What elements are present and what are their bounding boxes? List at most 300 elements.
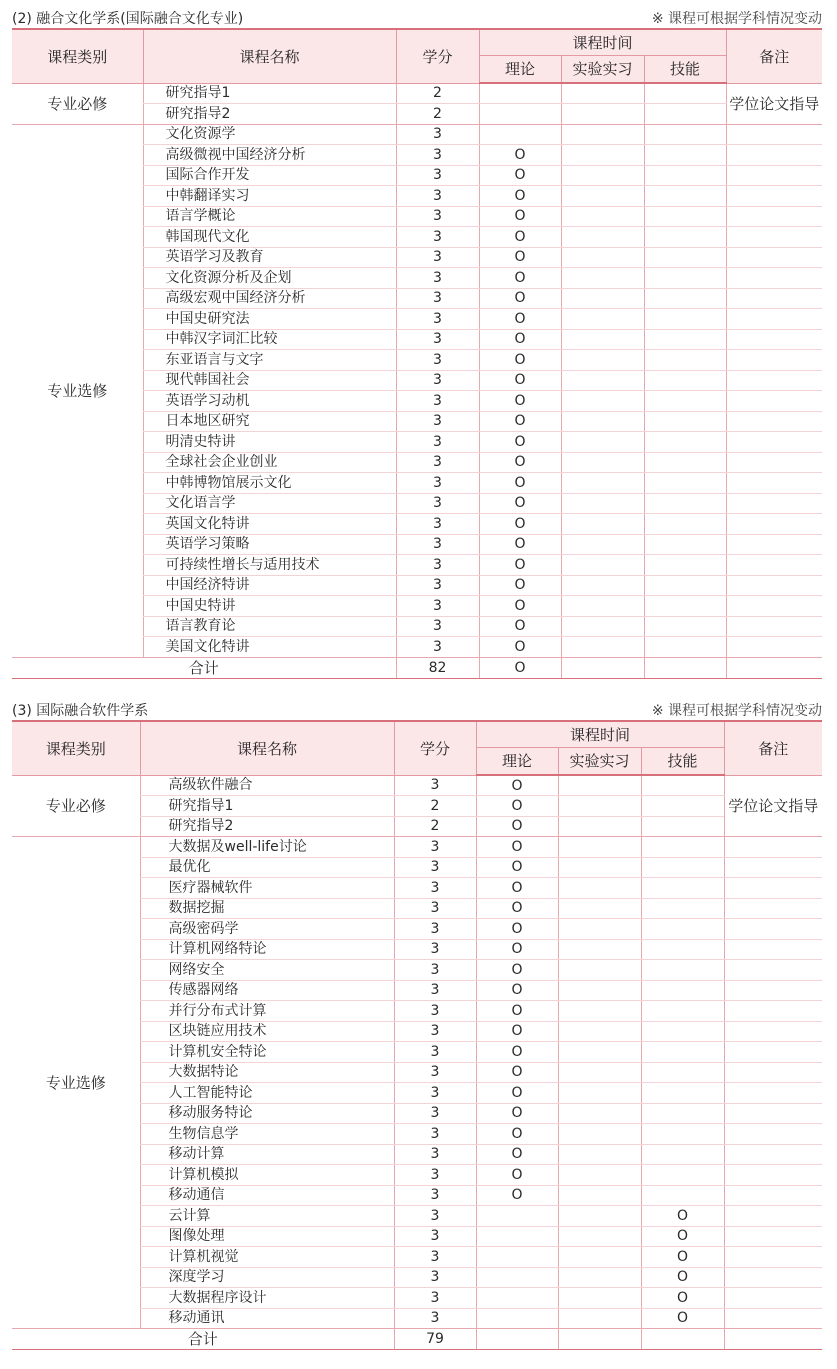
theory-mark [476, 1206, 558, 1227]
theory-mark: O [476, 775, 558, 796]
course-name: 高级宏观中国经济分析 [143, 288, 396, 309]
header-remark: 备注 [724, 721, 822, 775]
credit-value: 3 [394, 1124, 476, 1145]
theory-mark: O [476, 1001, 558, 1022]
lab-mark [558, 1267, 641, 1288]
skill-mark [641, 1103, 724, 1124]
course-name: 全球社会企业创业 [143, 452, 396, 473]
theory-mark: O [479, 329, 561, 350]
credit-value: 3 [394, 1144, 476, 1165]
skill-mark [641, 919, 724, 940]
remark-cell [726, 596, 822, 617]
remark-cell [724, 919, 822, 940]
credit-value: 3 [394, 837, 476, 858]
theory-mark: O [476, 1103, 558, 1124]
skill-mark: O [641, 1226, 724, 1247]
skill-mark [644, 288, 726, 309]
skill-mark [644, 616, 726, 637]
remark-cell [726, 555, 822, 576]
credit-value: 3 [394, 939, 476, 960]
course-name: 中国史特讲 [143, 596, 396, 617]
theory-mark: O [476, 1021, 558, 1042]
course-name: 现代韩国社会 [143, 370, 396, 391]
credit-value: 3 [394, 1267, 476, 1288]
credit-value: 3 [396, 555, 479, 576]
skill-mark [644, 411, 726, 432]
theory-mark: O [476, 816, 558, 837]
lab-mark [558, 1185, 641, 1206]
skill-mark [644, 227, 726, 248]
remark-cell [724, 837, 822, 858]
header-credit: 学分 [396, 29, 479, 83]
lab-mark [561, 473, 644, 494]
header-course-time: 课程时间 [476, 721, 724, 747]
theory-mark: O [479, 432, 561, 453]
skill-mark: O [641, 1267, 724, 1288]
course-name: 区块链应用技术 [140, 1021, 394, 1042]
course-name: 大数据程序设计 [140, 1288, 394, 1309]
total-credit: 82 [396, 657, 479, 678]
lab-mark [558, 816, 641, 837]
total-skill [641, 1329, 724, 1350]
credit-value: 3 [396, 534, 479, 555]
lab-mark [561, 83, 644, 104]
remark-cell [724, 898, 822, 919]
remark-cell [726, 637, 822, 658]
header-category: 课程类别 [12, 721, 140, 775]
table-row [12, 124, 822, 145]
credit-value: 3 [396, 350, 479, 371]
skill-mark [644, 473, 726, 494]
skill-mark [644, 350, 726, 371]
theory-mark [476, 1247, 558, 1268]
skill-mark [644, 186, 726, 207]
course-name: 网络安全 [140, 960, 394, 981]
skill-mark [644, 493, 726, 514]
course-name: 文化语言学 [143, 493, 396, 514]
table-row [12, 775, 822, 796]
remark-cell [726, 268, 822, 289]
lab-mark [558, 1083, 641, 1104]
credit-value: 3 [396, 309, 479, 330]
skill-mark [641, 1124, 724, 1145]
remark-cell [726, 432, 822, 453]
lab-mark [561, 186, 644, 207]
lab-mark [558, 857, 641, 878]
lab-mark [561, 124, 644, 145]
section-note: ※ 课程可根据学科情况变动 [651, 703, 822, 719]
credit-value: 3 [396, 432, 479, 453]
skill-mark: O [641, 1288, 724, 1309]
course-name: 医疗器械软件 [140, 878, 394, 899]
course-name: 计算机安全特论 [140, 1042, 394, 1063]
lab-mark [558, 1165, 641, 1186]
credit-value: 3 [396, 411, 479, 432]
credit-value: 3 [396, 288, 479, 309]
skill-mark [641, 960, 724, 981]
header-course-name: 课程名称 [140, 721, 394, 775]
total-theory [476, 1329, 558, 1350]
skill-mark [641, 837, 724, 858]
skill-mark [644, 514, 726, 535]
header-credit: 学分 [394, 721, 476, 775]
lab-mark [558, 960, 641, 981]
remark-cell [724, 1308, 822, 1329]
credit-value: 3 [394, 1062, 476, 1083]
credit-value: 3 [394, 898, 476, 919]
skill-mark [641, 1083, 724, 1104]
theory-mark: O [479, 247, 561, 268]
skill-mark [641, 1021, 724, 1042]
credit-value: 3 [394, 857, 476, 878]
lab-mark [558, 837, 641, 858]
lab-mark [561, 514, 644, 535]
course-name: 数据挖掘 [140, 898, 394, 919]
remark-cell [726, 329, 822, 350]
course-name: 深度学习 [140, 1267, 394, 1288]
theory-mark [476, 1288, 558, 1309]
course-name: 中国史研究法 [143, 309, 396, 330]
credit-value: 3 [394, 1103, 476, 1124]
course-name: 韩国现代文化 [143, 227, 396, 248]
header-lab: 实验实习 [561, 55, 644, 83]
credit-value: 3 [394, 878, 476, 899]
credit-value: 3 [396, 227, 479, 248]
theory-mark: O [476, 939, 558, 960]
theory-mark [479, 124, 561, 145]
credit-value: 3 [396, 452, 479, 473]
total-credit: 79 [394, 1329, 476, 1350]
credit-value: 3 [394, 1288, 476, 1309]
skill-mark [641, 1144, 724, 1165]
course-name: 英语学习策略 [143, 534, 396, 555]
skill-mark [644, 124, 726, 145]
remark-cell [726, 309, 822, 330]
course-name: 研究指导1 [143, 83, 396, 104]
skill-mark [644, 534, 726, 555]
lab-mark [558, 1001, 641, 1022]
theory-mark: O [476, 796, 558, 817]
remark-cell [726, 350, 822, 371]
credit-value: 2 [394, 816, 476, 837]
course-name: 美国文化特讲 [143, 637, 396, 658]
skill-mark: O [641, 1247, 724, 1268]
theory-mark: O [479, 534, 561, 555]
skill-mark [644, 575, 726, 596]
skill-mark [644, 391, 726, 412]
credit-value: 3 [394, 1021, 476, 1042]
course-name: 高级密码学 [140, 919, 394, 940]
course-name: 计算机模拟 [140, 1165, 394, 1186]
course-name: 生物信息学 [140, 1124, 394, 1145]
theory-mark: O [479, 370, 561, 391]
theory-mark: O [479, 473, 561, 494]
course-table [12, 28, 822, 679]
remark-cell [726, 411, 822, 432]
course-name: 高级微视中国经济分析 [143, 145, 396, 166]
remark-cell [724, 1001, 822, 1022]
remark-cell [726, 370, 822, 391]
remark-cell [724, 1206, 822, 1227]
remark-cell [724, 1165, 822, 1186]
remark-cell [724, 1267, 822, 1288]
skill-mark [641, 878, 724, 899]
remark-cell [726, 165, 822, 186]
lab-mark [561, 165, 644, 186]
lab-mark [561, 391, 644, 412]
credit-value: 3 [396, 124, 479, 145]
remark-cell [726, 124, 822, 145]
remark-cell [726, 493, 822, 514]
theory-mark: O [479, 391, 561, 412]
theory-mark [476, 1267, 558, 1288]
course-name: 移动计算 [140, 1144, 394, 1165]
lab-mark [558, 878, 641, 899]
skill-mark [644, 370, 726, 391]
credit-value: 3 [394, 960, 476, 981]
lab-mark [561, 493, 644, 514]
theory-mark: O [479, 309, 561, 330]
header-skill: 技能 [641, 747, 724, 775]
credit-value: 3 [396, 329, 479, 350]
remark-cell [724, 1021, 822, 1042]
theory-mark: O [476, 1124, 558, 1145]
credit-value: 3 [394, 980, 476, 1001]
course-name: 最优化 [140, 857, 394, 878]
total-row [12, 657, 822, 678]
skill-mark [644, 555, 726, 576]
remark-cell: 学位论文指导 [726, 83, 822, 124]
lab-mark [561, 411, 644, 432]
remark-cell [724, 1226, 822, 1247]
remark-cell [724, 960, 822, 981]
remark-cell [726, 288, 822, 309]
course-name: 英语学习动机 [143, 391, 396, 412]
remark-cell [726, 145, 822, 166]
theory-mark: O [479, 452, 561, 473]
remark-cell [726, 227, 822, 248]
theory-mark [479, 104, 561, 125]
course-name: 计算机视觉 [140, 1247, 394, 1268]
lab-mark [558, 1062, 641, 1083]
remark-cell: 学位论文指导 [724, 775, 822, 837]
skill-mark [644, 206, 726, 227]
skill-mark [641, 939, 724, 960]
course-name: 大数据特论 [140, 1062, 394, 1083]
section-fusion-software [12, 698, 824, 1350]
remark-cell [724, 980, 822, 1001]
theory-mark [476, 1226, 558, 1247]
lab-mark [558, 1288, 641, 1309]
lab-mark [558, 898, 641, 919]
section-title: (2) 融合文化学系(国际融合文化专业) [12, 11, 244, 27]
lab-mark [558, 1042, 641, 1063]
course-name: 国际合作开发 [143, 165, 396, 186]
theory-mark: O [479, 268, 561, 289]
theory-mark: O [479, 206, 561, 227]
total-remark [724, 1329, 822, 1350]
theory-mark: O [476, 878, 558, 899]
theory-mark: O [479, 616, 561, 637]
section-title: (3) 国际融合软件学系 [12, 703, 149, 719]
course-name: 文化资源学 [143, 124, 396, 145]
remark-cell [726, 534, 822, 555]
credit-value: 3 [396, 268, 479, 289]
course-name: 人工智能特论 [140, 1083, 394, 1104]
course-name: 大数据及well-life讨论 [140, 837, 394, 858]
theory-mark [476, 1308, 558, 1329]
header-theory: 理论 [476, 747, 558, 775]
remark-cell [726, 452, 822, 473]
theory-mark: O [476, 837, 558, 858]
total-label: 合计 [12, 657, 396, 678]
skill-mark [644, 165, 726, 186]
total-theory: O [479, 657, 561, 678]
skill-mark [644, 329, 726, 350]
theory-mark: O [479, 186, 561, 207]
remark-cell [726, 575, 822, 596]
credit-value: 3 [394, 919, 476, 940]
skill-mark [644, 83, 726, 104]
theory-mark: O [479, 596, 561, 617]
theory-mark: O [476, 1185, 558, 1206]
course-name: 中国经济特讲 [143, 575, 396, 596]
theory-mark: O [476, 1083, 558, 1104]
lab-mark [561, 268, 644, 289]
theory-mark: O [479, 350, 561, 371]
lab-mark [561, 309, 644, 330]
lab-mark [561, 534, 644, 555]
header-course-name: 课程名称 [143, 29, 396, 83]
course-name: 图像处理 [140, 1226, 394, 1247]
credit-value: 3 [394, 1308, 476, 1329]
skill-mark [644, 432, 726, 453]
total-label: 合计 [12, 1329, 394, 1350]
total-lab [558, 1329, 641, 1350]
skill-mark [641, 796, 724, 817]
credit-value: 2 [394, 796, 476, 817]
remark-cell [726, 391, 822, 412]
lab-mark [561, 452, 644, 473]
remark-cell [724, 1124, 822, 1145]
course-name: 移动通信 [140, 1185, 394, 1206]
table-body [12, 83, 822, 678]
table-body [12, 775, 822, 1350]
credit-value: 3 [394, 1226, 476, 1247]
lab-mark [561, 555, 644, 576]
lab-mark [558, 1226, 641, 1247]
skill-mark [641, 775, 724, 796]
lab-mark [558, 1206, 641, 1227]
theory-mark: O [476, 960, 558, 981]
remark-cell [726, 473, 822, 494]
lab-mark [558, 980, 641, 1001]
remark-cell [724, 939, 822, 960]
theory-mark: O [479, 165, 561, 186]
header-theory: 理论 [479, 55, 561, 83]
lab-mark [561, 350, 644, 371]
theory-mark: O [479, 575, 561, 596]
remark-cell [724, 1083, 822, 1104]
lab-mark [561, 616, 644, 637]
theory-mark: O [479, 411, 561, 432]
course-name: 研究指导2 [140, 816, 394, 837]
theory-mark [479, 83, 561, 104]
theory-mark: O [479, 637, 561, 658]
lab-mark [558, 796, 641, 817]
lab-mark [561, 637, 644, 658]
skill-mark [644, 637, 726, 658]
course-name: 高级软件融合 [140, 775, 394, 796]
lab-mark [561, 432, 644, 453]
theory-mark: O [476, 857, 558, 878]
skill-mark: O [641, 1308, 724, 1329]
skill-mark [644, 247, 726, 268]
course-name: 中韩汉字词汇比较 [143, 329, 396, 350]
course-name: 语言学概论 [143, 206, 396, 227]
credit-value: 3 [396, 145, 479, 166]
course-name: 中韩博物馆展示文化 [143, 473, 396, 494]
section-note: ※ 课程可根据学科情况变动 [651, 11, 822, 27]
course-name: 中韩翻译实习 [143, 186, 396, 207]
remark-cell [726, 186, 822, 207]
course-name: 明清史特讲 [143, 432, 396, 453]
lab-mark [558, 1308, 641, 1329]
section-fusion-culture [12, 6, 824, 679]
theory-mark: O [479, 555, 561, 576]
course-name: 云计算 [140, 1206, 394, 1227]
header-category: 课程类别 [12, 29, 143, 83]
remark-cell [726, 514, 822, 535]
lab-mark [558, 939, 641, 960]
skill-mark [644, 452, 726, 473]
credit-value: 3 [394, 1247, 476, 1268]
skill-mark [641, 816, 724, 837]
course-name: 英语学习及教育 [143, 247, 396, 268]
header-course-time: 课程时间 [479, 29, 726, 55]
theory-mark: O [476, 898, 558, 919]
total-lab [561, 657, 644, 678]
lab-mark [558, 775, 641, 796]
skill-mark [641, 898, 724, 919]
lab-mark [558, 919, 641, 940]
theory-mark: O [476, 1165, 558, 1186]
credit-value: 3 [396, 165, 479, 186]
category-label: 专业必修 [12, 775, 140, 837]
credit-value: 3 [396, 616, 479, 637]
course-name: 可持续性增长与适用技术 [143, 555, 396, 576]
credit-value: 3 [396, 575, 479, 596]
remark-cell [724, 1062, 822, 1083]
lab-mark [561, 575, 644, 596]
lab-mark [561, 596, 644, 617]
theory-mark: O [479, 227, 561, 248]
course-name: 并行分布式计算 [140, 1001, 394, 1022]
course-name: 研究指导2 [143, 104, 396, 125]
skill-mark [644, 596, 726, 617]
credit-value: 3 [394, 1206, 476, 1227]
remark-cell [726, 247, 822, 268]
skill-mark [644, 268, 726, 289]
header-remark: 备注 [726, 29, 822, 83]
lab-mark [558, 1021, 641, 1042]
remark-cell [724, 878, 822, 899]
course-name: 文化资源分析及企划 [143, 268, 396, 289]
lab-mark [561, 145, 644, 166]
course-name: 研究指导1 [140, 796, 394, 817]
credit-value: 3 [394, 1042, 476, 1063]
remark-cell [724, 1247, 822, 1268]
